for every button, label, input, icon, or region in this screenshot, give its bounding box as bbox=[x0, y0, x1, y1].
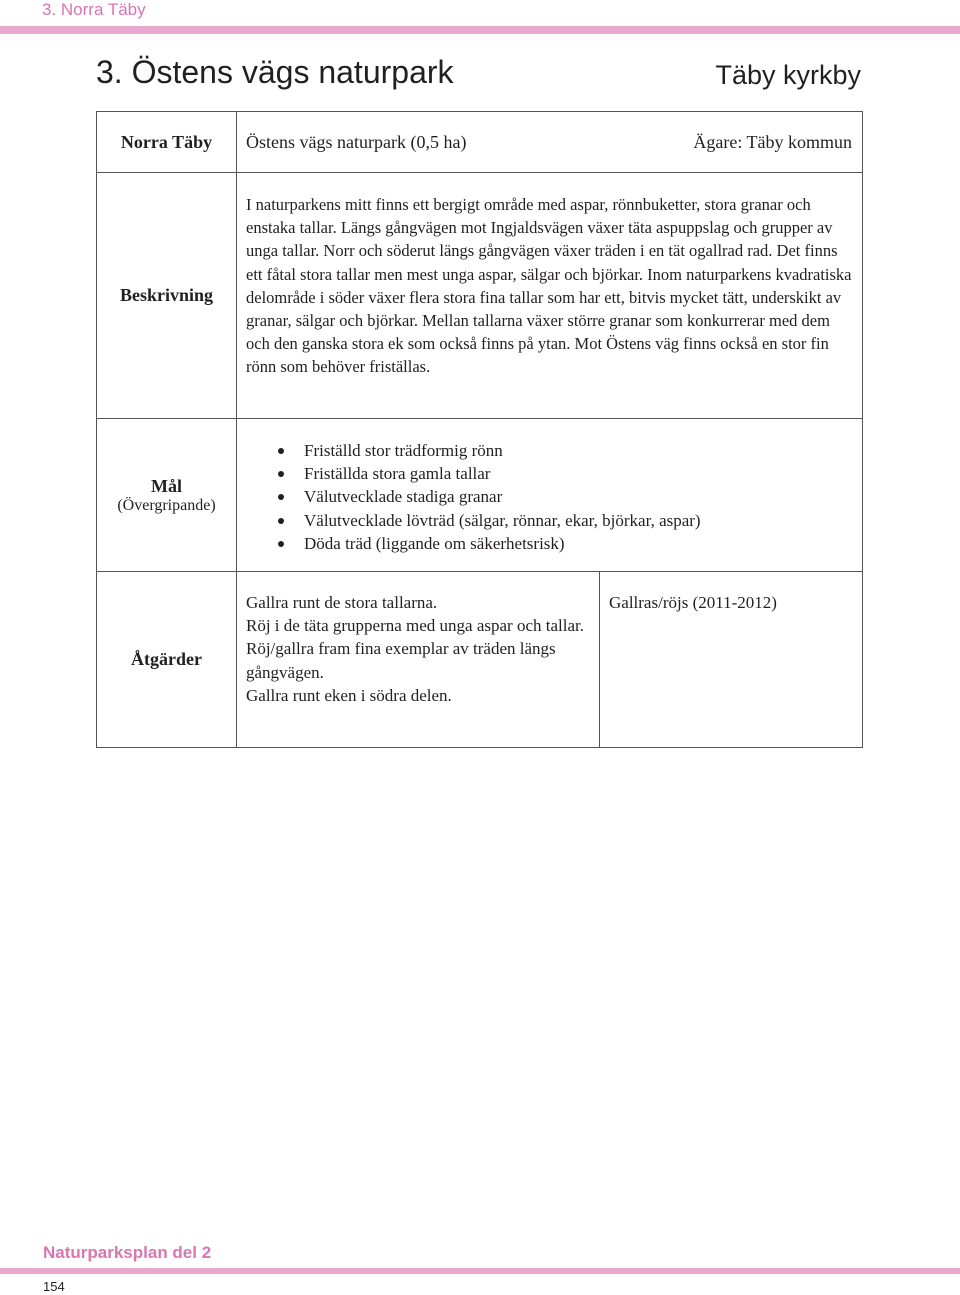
list-item: Välutvecklade lövträd (sälgar, rönnar, ekar, björkar, aspar) bbox=[237, 509, 862, 532]
footer-title: Naturparksplan del 2 bbox=[43, 1243, 212, 1262]
table-header-row bbox=[97, 112, 863, 173]
description-label: Beskrivning bbox=[119, 285, 214, 305]
actions-label: Åtgärder bbox=[131, 649, 202, 669]
actions-row bbox=[97, 572, 863, 748]
area-name: Täby kyrkby bbox=[715, 60, 861, 90]
action-line: Röj/gallra fram fina exemplar av träden längs gångvägen. bbox=[246, 639, 556, 682]
description-text: I naturparkens mitt finns ett bergigt område med aspar, rönnbuketter, stora granar och enstaka tallar. Längs gångvägen mot Ingjaldsvägen växer täta aspuppslag och grupper av unga tallar. Norr och söderut längs gångvägen växer träden i en tät ogallrad rad. Det finns ett fåtal stora tallar men mest unga aspar, sälgar och björkar. Inom naturparkens kvadratiska delområde i söder växer flera stora fina tallar som har ett, bitvis mycket tätt, underskikt av granar, sälgar och björkar. Mellan tallarna växer större granar som konkurrerar med dem och den ganska stora ek som också finns på ytan. Mot Östens väg finns också en stor fin rönn som behöver friställas. bbox=[246, 195, 852, 377]
park-plan-table bbox=[96, 111, 863, 748]
district-cell bbox=[97, 112, 237, 173]
running-header: 3. Norra Täby bbox=[42, 0, 146, 19]
list-item: Friställd stor trädformig rönn bbox=[237, 439, 862, 462]
actions-text bbox=[237, 572, 599, 707]
actions-label-cell bbox=[97, 572, 237, 748]
period-text: Gallras/röjs (2011-2012) bbox=[609, 593, 777, 612]
footer-rule bbox=[0, 1268, 960, 1274]
goals-list bbox=[237, 419, 862, 555]
park-info-cell bbox=[237, 112, 863, 173]
goals-label-cell bbox=[97, 419, 237, 572]
goals-row bbox=[97, 419, 863, 572]
description-label-cell bbox=[97, 173, 237, 419]
action-line: Gallra runt eken i södra delen. bbox=[246, 685, 452, 705]
goals-label: Mål bbox=[151, 475, 182, 496]
actions-cell bbox=[237, 572, 600, 748]
description-row bbox=[97, 173, 863, 419]
page-title: 3. Östens vägs naturpark bbox=[96, 54, 454, 90]
park-name: Östens vägs naturpark (0,5 ha) bbox=[246, 131, 467, 152]
header-rule bbox=[0, 26, 960, 34]
action-line: Röj i de täta grupperna med unga aspar och tallar. bbox=[246, 616, 584, 636]
list-item: Döda träd (liggande om säkerhetsrisk) bbox=[237, 532, 862, 555]
goals-sublabel: (Övergripande) bbox=[117, 496, 216, 514]
list-item: Friställda stora gamla tallar bbox=[237, 462, 862, 485]
page-number: 154 bbox=[43, 1279, 65, 1294]
period-cell bbox=[600, 572, 863, 748]
district-label: Norra Täby bbox=[120, 131, 213, 152]
owner-label: Ägare: Täby kommun bbox=[693, 131, 852, 152]
goals-cell bbox=[237, 419, 863, 572]
action-line: Gallra runt de stora tallarna. bbox=[246, 593, 438, 612]
list-item: Välutvecklade stadiga granar bbox=[237, 485, 862, 508]
description-cell bbox=[237, 173, 863, 419]
